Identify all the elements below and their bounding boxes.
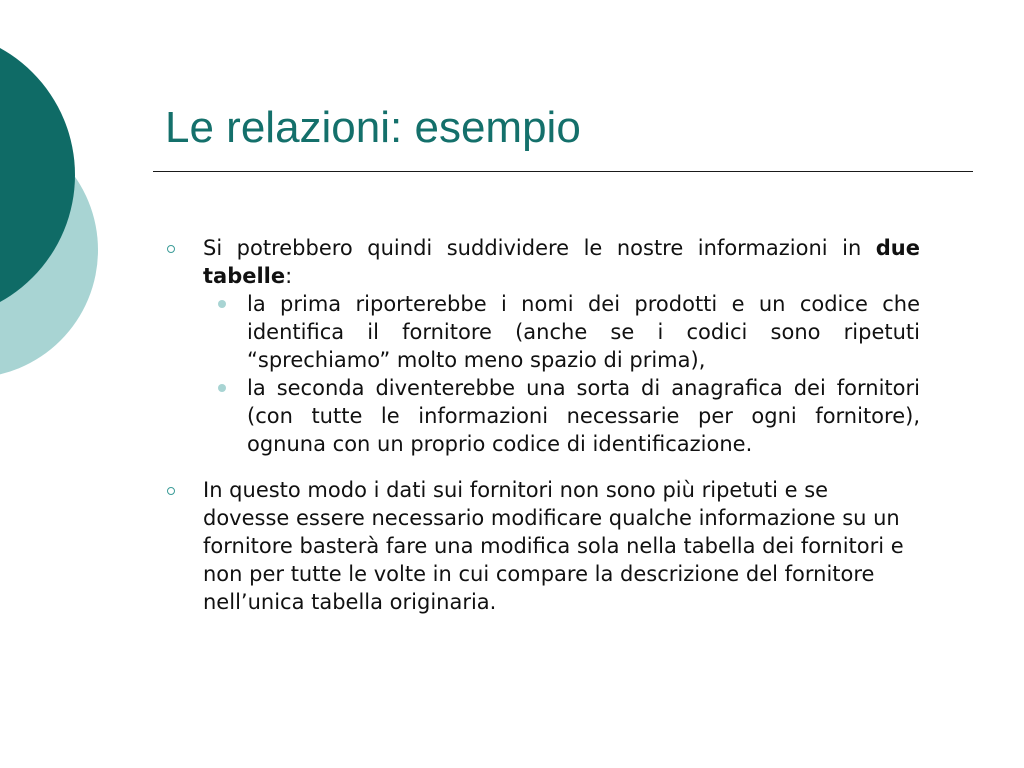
sub-bullet-text: la seconda diventerebbe una sorta di anagrafica dei fornitori (con tutte le informazioni necessarie per ogni fornitore), ognuna con un proprio codice di identificazione. xyxy=(247,376,920,456)
bullet-item xyxy=(160,234,920,458)
dot-bullet-icon xyxy=(218,384,226,392)
bullet-text-emphasis: due tabelle xyxy=(203,236,920,288)
bullet-text xyxy=(203,234,920,290)
sub-bullet-item xyxy=(203,290,920,374)
slide-content xyxy=(160,234,920,616)
bullet-text-part: Si potrebbero quindi suddividere le nostre informazioni in xyxy=(203,236,876,260)
slide-title: Le relazioni: esempio xyxy=(165,103,581,152)
bullet-item xyxy=(160,476,920,616)
sub-bullet-list xyxy=(203,290,920,458)
hollow-circle-bullet-icon xyxy=(167,487,175,495)
sub-bullet-item xyxy=(203,374,920,458)
bullet-text-part: : xyxy=(285,264,293,288)
decorative-circles xyxy=(0,0,110,420)
bullet-text: In questo modo i dati sui fornitori non sono più ripetuti e se dovesse essere necessario modificare qualche informazione su un fornitore basterà fare una modifica sola nella tabella dei fornitori e non per tutte le volte in cui compare la descrizione del fornitore nell’unica tabella originaria. xyxy=(203,478,904,614)
sub-bullet-text: la prima riporterebbe i nomi dei prodotti e un codice che identifica il fornitore (anche se i codici sono ripetuti “sprechiamo” molto meno spazio di prima), xyxy=(247,292,920,372)
title-divider xyxy=(153,171,973,172)
dot-bullet-icon xyxy=(218,300,226,308)
hollow-circle-bullet-icon xyxy=(167,245,175,253)
